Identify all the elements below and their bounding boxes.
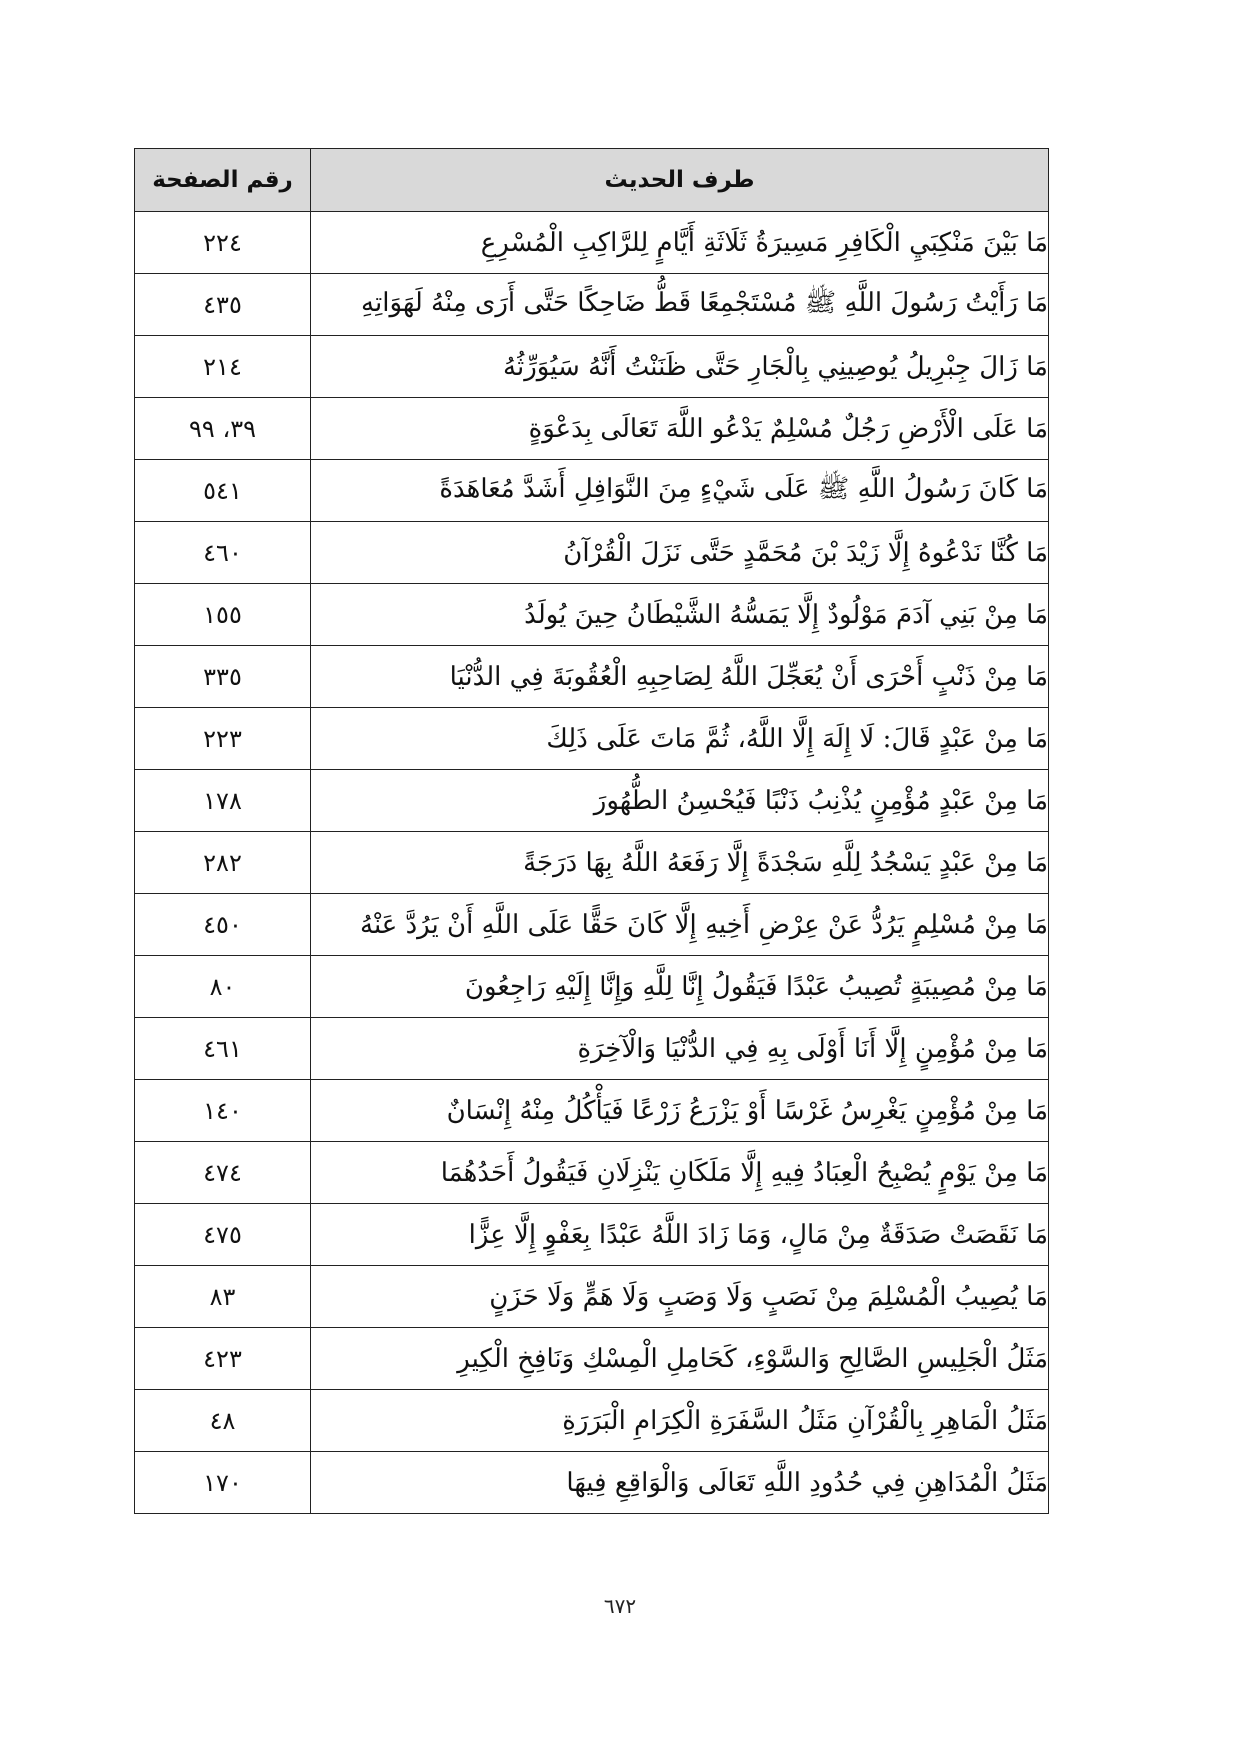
- table-row: [135, 460, 1049, 522]
- table-row: [135, 894, 1049, 956]
- table-row: [135, 274, 1049, 336]
- page-number: ٦٧٢: [603, 1594, 637, 1618]
- hadith-text: مَثَلُ الْمَاهِرِ بِالْقُرْآنِ مَثَلُ السَّفَرَةِ الْكِرَامِ الْبَرَرَةِ: [311, 1390, 1049, 1452]
- hadith-text: مَثَلُ الْجَلِيسِ الصَّالِحِ وَالسَّوْءِ، كَحَامِلِ الْمِسْكِ وَنَافِخِ الْكِيرِ: [311, 1328, 1049, 1390]
- table-row: [135, 1204, 1049, 1266]
- hadith-text: مَا نَقَصَتْ صَدَقَةٌ مِنْ مَالٍ، وَمَا زَادَ اللَّهُ عَبْدًا بِعَفْوٍ إِلَّا عِزًّا: [311, 1204, 1049, 1266]
- table-row: [135, 646, 1049, 708]
- page-ref: ٨٣: [135, 1266, 311, 1328]
- table-header-row: [135, 149, 1049, 212]
- page-ref: ١٧٨: [135, 770, 311, 832]
- table-row: [135, 336, 1049, 398]
- hadith-text: مَا كُنَّا نَدْعُوهُ إِلَّا زَيْدَ بْنَ مُحَمَّدٍ حَتَّى نَزَلَ الْقُرْآنُ: [311, 522, 1049, 584]
- table-row: [135, 1080, 1049, 1142]
- hadith-text: مَا مِنْ عَبْدٍ قَالَ: لَا إِلَهَ إِلَّا اللَّهُ، ثُمَّ مَاتَ عَلَى ذَلِكَ: [311, 708, 1049, 770]
- page-ref: ٤٨: [135, 1390, 311, 1452]
- page-ref: ٤٦٠: [135, 522, 311, 584]
- table-row: [135, 1142, 1049, 1204]
- hadith-text: مَا بَيْنَ مَنْكِبَيِ الْكَافِرِ مَسِيرَةُ ثَلَاثَةِ أَيَّامٍ لِلرَّاكِبِ الْمُسْرِعِ: [311, 212, 1049, 274]
- page-ref: ٢٨٢: [135, 832, 311, 894]
- hadith-text: مَا مِنْ مُؤْمِنٍ إِلَّا أَنَا أَوْلَى بِهِ فِي الدُّنْيَا وَالْآخِرَةِ: [311, 1018, 1049, 1080]
- page-ref: ١٤٠: [135, 1080, 311, 1142]
- page-ref: ٨٠: [135, 956, 311, 1018]
- table-row: [135, 522, 1049, 584]
- table-row: [135, 1266, 1049, 1328]
- hadith-index-table: [134, 148, 1049, 1514]
- table-row: [135, 398, 1049, 460]
- table-row: [135, 1452, 1049, 1514]
- hadith-text: مَا يُصِيبُ الْمُسْلِمَ مِنْ نَصَبٍ وَلَا وَصَبٍ وَلَا هَمٍّ وَلَا حَزَنٍ: [311, 1266, 1049, 1328]
- page-ref: ٣٩، ٩٩: [135, 398, 311, 460]
- table-row: [135, 1018, 1049, 1080]
- table-row: [135, 832, 1049, 894]
- hadith-text: مَثَلُ الْمُدَاهِنِ فِي حُدُودِ اللَّهِ تَعَالَى وَالْوَاقِعِ فِيهَا: [311, 1452, 1049, 1514]
- page-ref: ٢٢٤: [135, 212, 311, 274]
- page-ref: ٤٣٥: [135, 274, 311, 336]
- page-ref: ٥٤١: [135, 460, 311, 522]
- page-ref: ٢٢٣: [135, 708, 311, 770]
- page-ref: ١٥٥: [135, 584, 311, 646]
- hadith-text: مَا مِنْ مُسْلِمٍ يَرُدُّ عَنْ عِرْضِ أَخِيهِ إِلَّا كَانَ حَقًّا عَلَى اللَّهِ أَنْ يَرُدَّ عَنْهُ: [311, 894, 1049, 956]
- hadith-text: مَا مِنْ يَوْمٍ يُصْبِحُ الْعِبَادُ فِيهِ إِلَّا مَلَكَانِ يَنْزِلَانِ فَيَقُولُ أَحَدُهُمَا: [311, 1142, 1049, 1204]
- header-hadith: طرف الحديث: [311, 149, 1049, 212]
- table-row: [135, 1328, 1049, 1390]
- table-row: [135, 584, 1049, 646]
- table-row: [135, 1390, 1049, 1452]
- page-ref: ٤٢٣: [135, 1328, 311, 1390]
- hadith-text: مَا مِنْ مُصِيبَةٍ تُصِيبُ عَبْدًا فَيَقُولُ إِنَّا لِلَّهِ وَإِنَّا إِلَيْهِ رَاجِعُونَ: [311, 956, 1049, 1018]
- hadith-text: مَا مِنْ عَبْدٍ يَسْجُدُ لِلَّهِ سَجْدَةً إِلَّا رَفَعَهُ اللَّهُ بِهَا دَرَجَةً: [311, 832, 1049, 894]
- table-body: [135, 212, 1049, 1514]
- hadith-text: مَا مِنْ بَنِي آدَمَ مَوْلُودٌ إِلَّا يَمَسُّهُ الشَّيْطَانُ حِينَ يُولَدُ: [311, 584, 1049, 646]
- table-row: [135, 708, 1049, 770]
- table-row: [135, 770, 1049, 832]
- hadith-text: مَا مِنْ ذَنْبٍ أَحْرَى أَنْ يُعَجِّلَ اللَّهُ لِصَاحِبِهِ الْعُقُوبَةَ فِي الدُّنْيَا: [311, 646, 1049, 708]
- hadith-text: مَا عَلَى الْأَرْضِ رَجُلٌ مُسْلِمٌ يَدْعُو اللَّهَ تَعَالَى بِدَعْوَةٍ: [311, 398, 1049, 460]
- table-row: [135, 956, 1049, 1018]
- page-ref: ٢١٤: [135, 336, 311, 398]
- page-ref: ٤٥٠: [135, 894, 311, 956]
- hadith-text: مَا كَانَ رَسُولُ اللَّهِ ﷺ عَلَى شَيْءٍ مِنَ النَّوَافِلِ أَشَدَّ مُعَاهَدَةً: [311, 460, 1049, 522]
- hadith-text: مَا رَأَيْتُ رَسُولَ اللَّهِ ﷺ مُسْتَجْمِعًا قَطُّ ضَاحِكًا حَتَّى أَرَى مِنْهُ لَهَوَاتِهِ: [311, 274, 1049, 336]
- table-row: [135, 212, 1049, 274]
- hadith-text: مَا زَالَ جِبْرِيلُ يُوصِينِي بِالْجَارِ حَتَّى ظَنَنْتُ أَنَّهُ سَيُوَرِّثُهُ: [311, 336, 1049, 398]
- header-page-number: رقم الصفحة: [135, 149, 311, 212]
- hadith-text: مَا مِنْ عَبْدٍ مُؤْمِنٍ يُذْنِبُ ذَنْبًا فَيُحْسِنُ الطُّهُورَ: [311, 770, 1049, 832]
- hadith-text: مَا مِنْ مُؤْمِنٍ يَغْرِسُ غَرْسًا أَوْ يَزْرَعُ زَرْعًا فَيَأْكُلُ مِنْهُ إِنْسَانٌ: [311, 1080, 1049, 1142]
- page-ref: ٣٣٥: [135, 646, 311, 708]
- page-ref: ٤٧٤: [135, 1142, 311, 1204]
- page-ref: ٤٧٥: [135, 1204, 311, 1266]
- page-ref: ٤٦١: [135, 1018, 311, 1080]
- page-ref: ١٧٠: [135, 1452, 311, 1514]
